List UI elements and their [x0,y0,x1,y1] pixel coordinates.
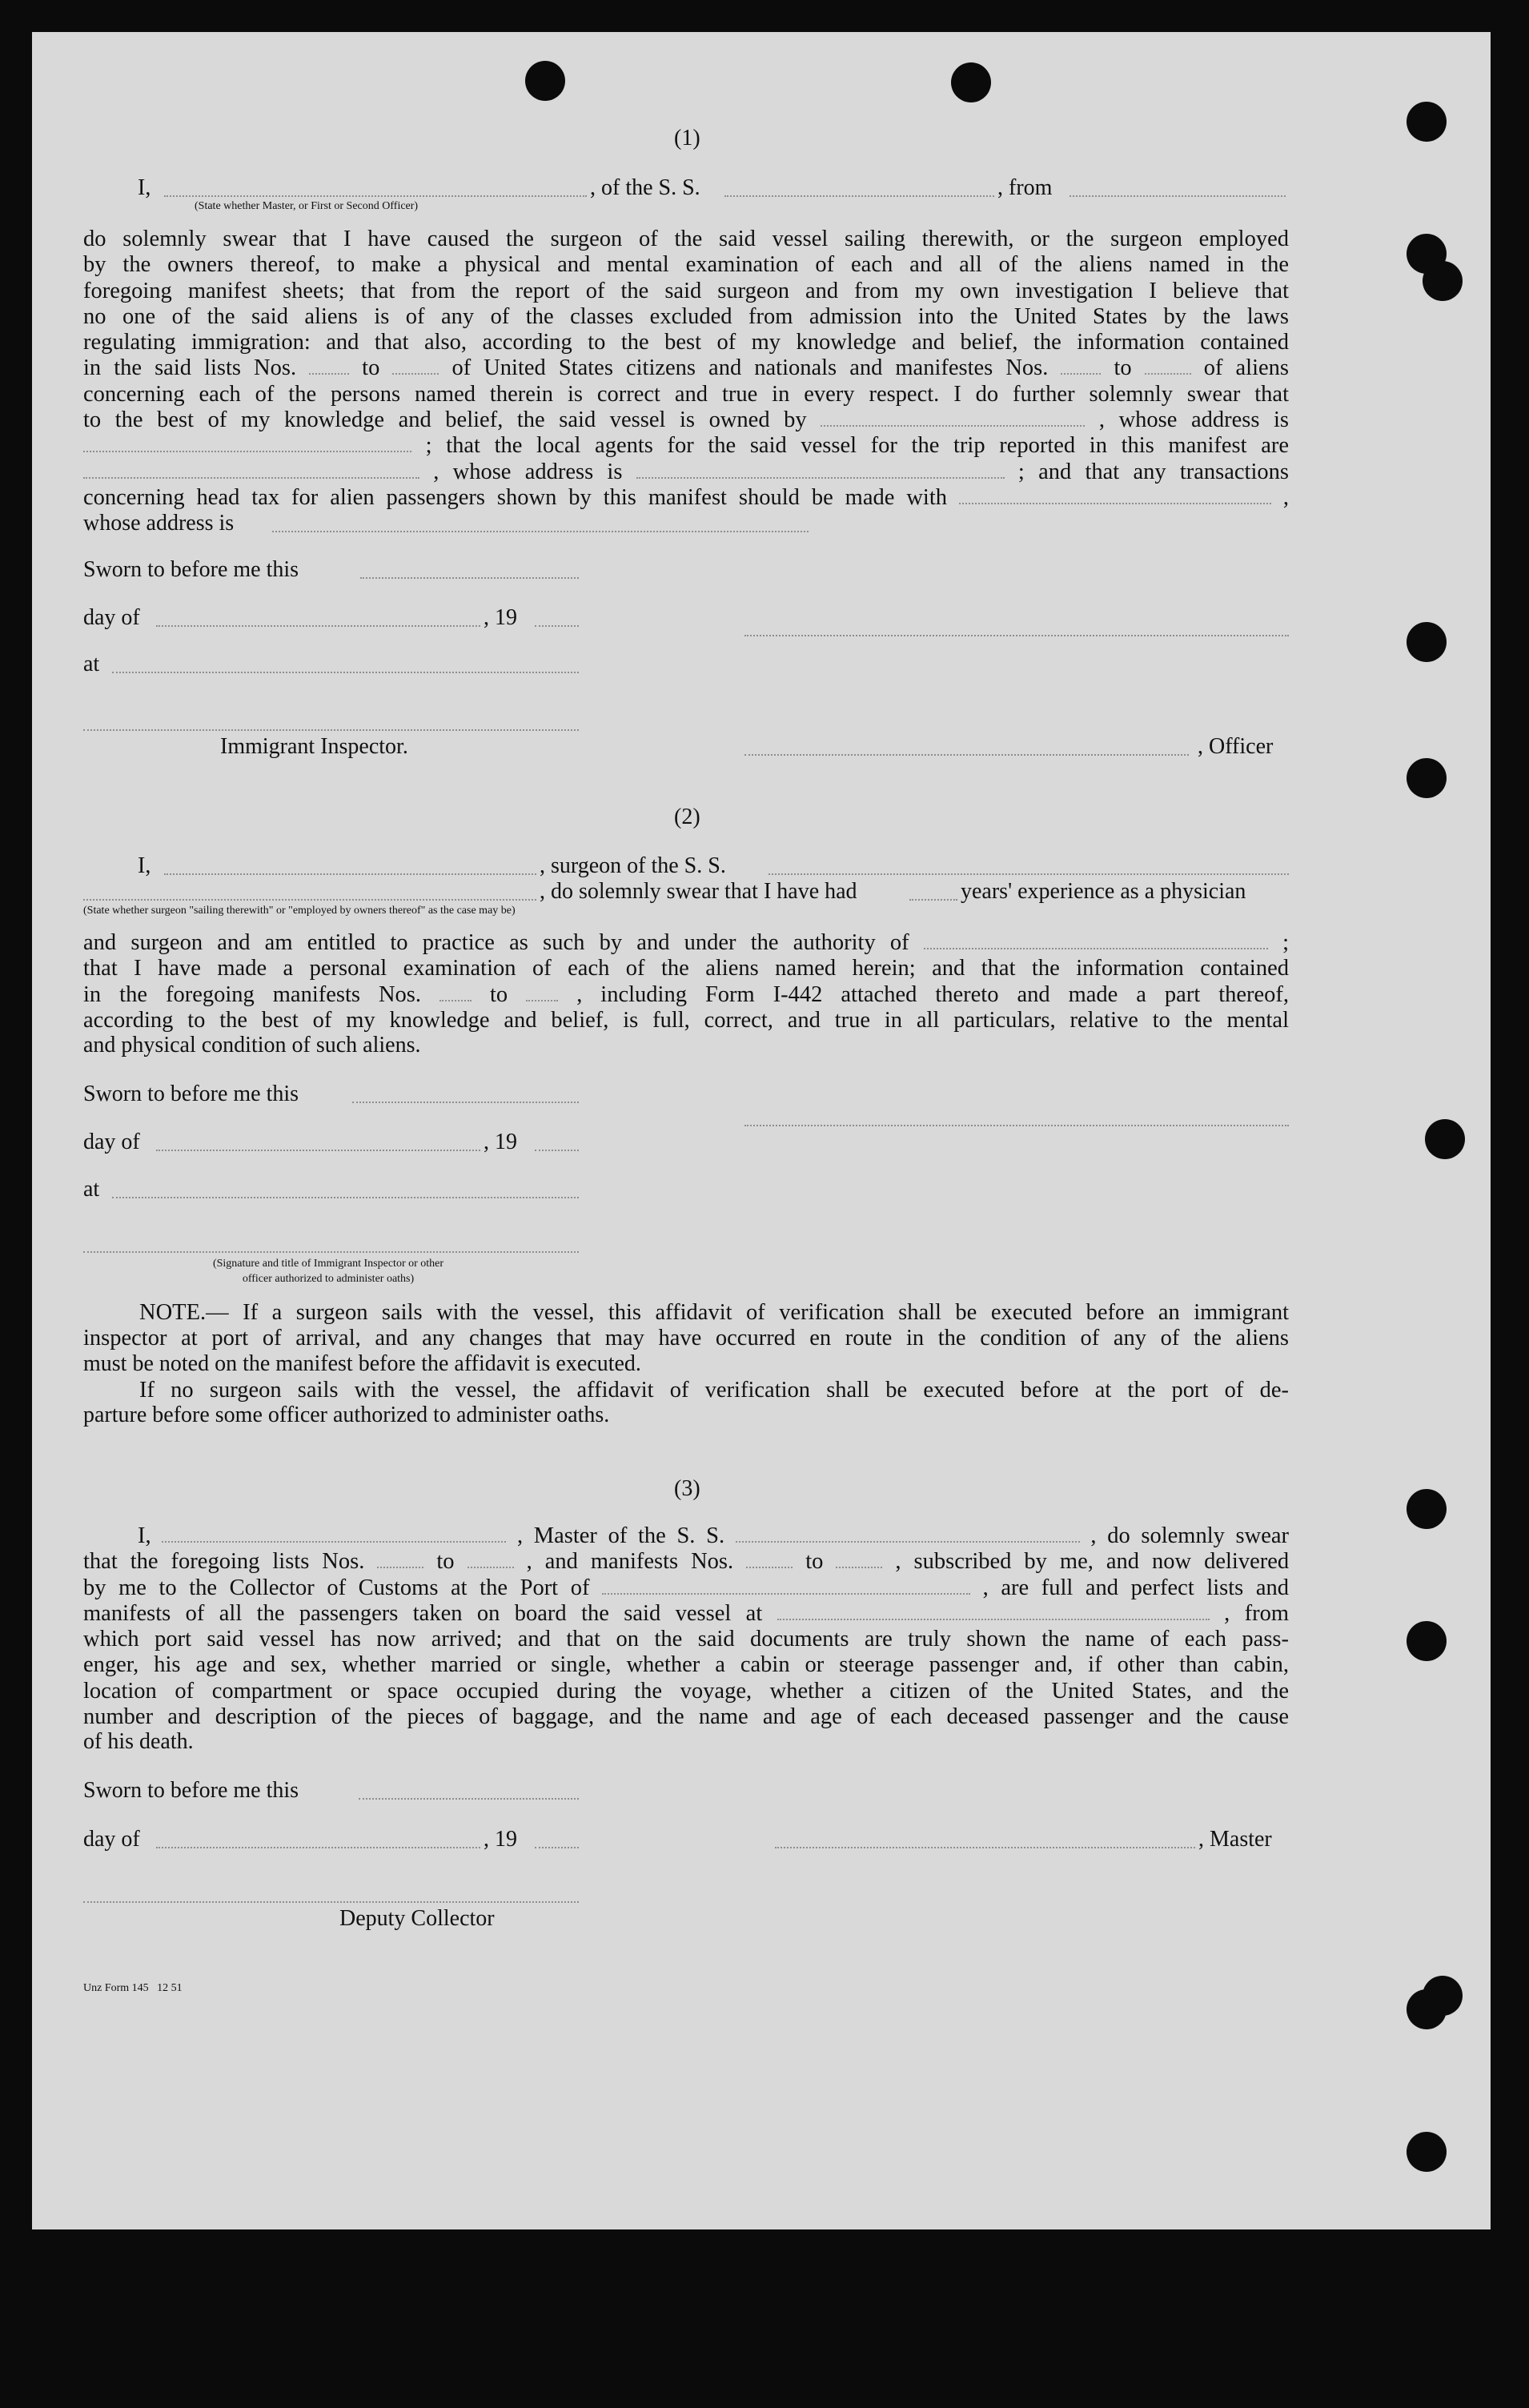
note-label: NOTE. [139,1300,207,1325]
text-line: inspector at port of arrival, and any changes that may have occurred en route in the condition of any of the aliens [83,1326,1289,1351]
text-line: to the best of my knowledge and belief, the said vessel is owned by , whose address is [83,407,1290,433]
year-label: , 19 [484,1130,517,1154]
text-line: must be noted on the manifest before the affidavit is executed. [83,1351,641,1376]
master-name-line [164,195,587,197]
text-line: in the foregoing manifests Nos. to , including Form I-442 attached thereto and made a part thereof, [83,981,1290,1007]
note-paragraph-2 [83,1378,1289,1403]
label-swear: , do solemnly swear that I have had [540,879,857,904]
years-line [909,899,957,901]
punch-hole [951,62,991,102]
vessel-name-line [769,873,1289,875]
text-line: no one of the said aliens is of any of the classes excluded from admission into the United States by the laws [83,303,1289,329]
master-signature-line [775,1847,1195,1848]
text-line: in the said lists Nos. to of United States citizens and nationals and manifestes Nos. to of aliens [83,355,1289,381]
field-note: (State whether surgeon "sailing therewith" or "employed by owners thereof" as the case may be) [83,905,516,917]
form-identifier: Unz Form 145 12 51 [83,1982,183,1994]
place-line [112,672,579,673]
year-line [535,625,579,627]
day-line [156,1150,480,1151]
surgeon-paragraph [83,930,1289,1033]
port-line [1069,195,1286,197]
day-line [156,1847,480,1848]
punch-hole [1423,1976,1463,2016]
punch-hole [1407,1621,1447,1661]
text-line: If no surgeon sails with the vessel, the affidavit of verification shall be executed before at the port of de- [139,1378,1289,1403]
text-line: foregoing manifest sheets; that from the report of the said surgeon and from my own investigation I believe that [83,278,1289,303]
punch-hole [1407,102,1447,142]
punch-hole [1407,758,1447,798]
text-line: according to the best of my knowledge and belief, is full, correct, and true in all particulars, relative to the mental [83,1007,1289,1033]
address-line [272,531,809,532]
master-paragraph [83,1523,1289,1730]
section-number: (1) [674,126,700,150]
sworn-label: Sworn to before me this [83,1082,299,1106]
label-of-ss: , of the S. S. [590,175,700,200]
sworn-label: Sworn to before me this [83,557,299,582]
collector-signature-line [83,1901,579,1903]
text-line: by me to the Collector of Customs at the Port of , are full and perfect lists and [83,1575,1290,1600]
day-of-label: day of [83,1130,140,1154]
surgeon-signature-line [744,1125,1289,1126]
label-surgeon-of: , surgeon of the S. S. [540,853,726,878]
text-line: of his death. [83,1729,194,1754]
text-line: by the owners thereof, to make a physical and mental examination of each and all of the aliens named in the [83,252,1289,278]
text-line: that I have made a personal examination of each of the aliens named herein; and that the information contained [83,956,1289,981]
day-line [156,625,480,627]
deputy-collector-label: Deputy Collector [339,1906,495,1931]
officer-label: , Officer [1198,734,1274,759]
text-line: concerning each of the persons named therein is correct and true in every respect. I do further solemnly swear that [83,381,1289,407]
section-number: (3) [674,1476,700,1501]
year-label: , 19 [484,1827,517,1852]
day-of-label: day of [83,1827,140,1852]
year-label: , 19 [484,605,517,630]
at-label: at [83,652,100,676]
text-line: whose address is [83,511,235,536]
inspector-signature-line [83,1251,579,1253]
text-line: which port said vessel has now arrived; and that on the said documents are truly shown the name of each pass- [83,1627,1289,1652]
text-line: parture before some officer authorized to administer oaths. [83,1403,610,1427]
surgeon-status-line [83,899,536,901]
note-paragraph [83,1300,1289,1352]
sworn-label: Sworn to before me this [83,1778,299,1803]
intro-label: I, [138,175,151,200]
signature-note: (Signature and title of Immigrant Inspector or other [212,1258,444,1270]
text-line: that the foregoing lists Nos. to , and manifests Nos. to , subscribed by me, and now delivered [83,1549,1290,1575]
inspector-label: Immigrant Inspector. [220,734,408,759]
text-line: and physical condition of such aliens. [83,1033,421,1058]
text-line: regulating immigration: and that also, according to the best of my knowledge and belief, the information contained [83,330,1289,355]
vessel-name-line [724,195,994,197]
text-line: , whose address is ; and that any transactions [83,460,1289,485]
label-from: , from [997,175,1053,200]
punch-hole [1407,1489,1447,1529]
officer-signature-line [744,635,1289,636]
signature-note: officer authorized to administer oaths) [242,1273,415,1285]
label-years: years' experience as a physician [961,879,1246,904]
section-number: (2) [674,805,700,829]
punch-hole [1407,622,1447,662]
text-line: and surgeon and am entitled to practice as such by and under the authority of ; [83,930,1290,955]
text-line: manifests of all the passengers taken on board the said vessel at , from [83,1600,1289,1626]
text-line: location of compartment or space occupied during the voyage, whether a citizen of the United States, and the [83,1678,1289,1704]
sworn-date-line [359,1798,579,1800]
text-line: I, , Master of the S. S. , do solemnly swear [138,1523,1290,1548]
punch-hole [1425,1119,1465,1159]
field-note: (State whether Master, or First or Second Officer) [195,200,419,212]
text-line: ; that the local agents for the said vessel for the trip reported in this manifest are [83,433,1289,459]
punch-hole [1423,261,1463,301]
punch-hole [1407,2132,1447,2172]
text-line: do solemnly swear that I have caused the surgeon of the said vessel sailing therewith, or the surgeon employed [83,227,1289,251]
text-line: concerning head tax for alien passengers shown by this manifest should be made with , [83,484,1289,510]
intro-label: I, [138,853,151,878]
punch-hole [525,61,565,101]
text-line: enger, his age and sex, whether married or single, whether a cabin or steerage passenger and, if other than cabin, [83,1652,1289,1678]
day-of-label: day of [83,605,140,630]
text-line: NOTE.— If a surgeon sails with the vessel, this affidavit of verification shall be executed before an immigrant [139,1300,1289,1325]
text-line: number and description of the pieces of baggage, and the name and age of each deceased passenger and the cause [83,1704,1289,1730]
year-line [535,1150,579,1151]
at-label: at [83,1177,100,1202]
place-line [112,1197,579,1198]
master-label: , Master [1198,1827,1272,1852]
officer-name-line [744,754,1189,756]
sworn-date-line [352,1102,579,1103]
inspector-signature-line [83,729,579,731]
sworn-date-line [360,577,579,579]
surgeon-name-line [164,873,536,875]
oath-paragraph [83,227,1289,511]
year-line [535,1847,579,1848]
